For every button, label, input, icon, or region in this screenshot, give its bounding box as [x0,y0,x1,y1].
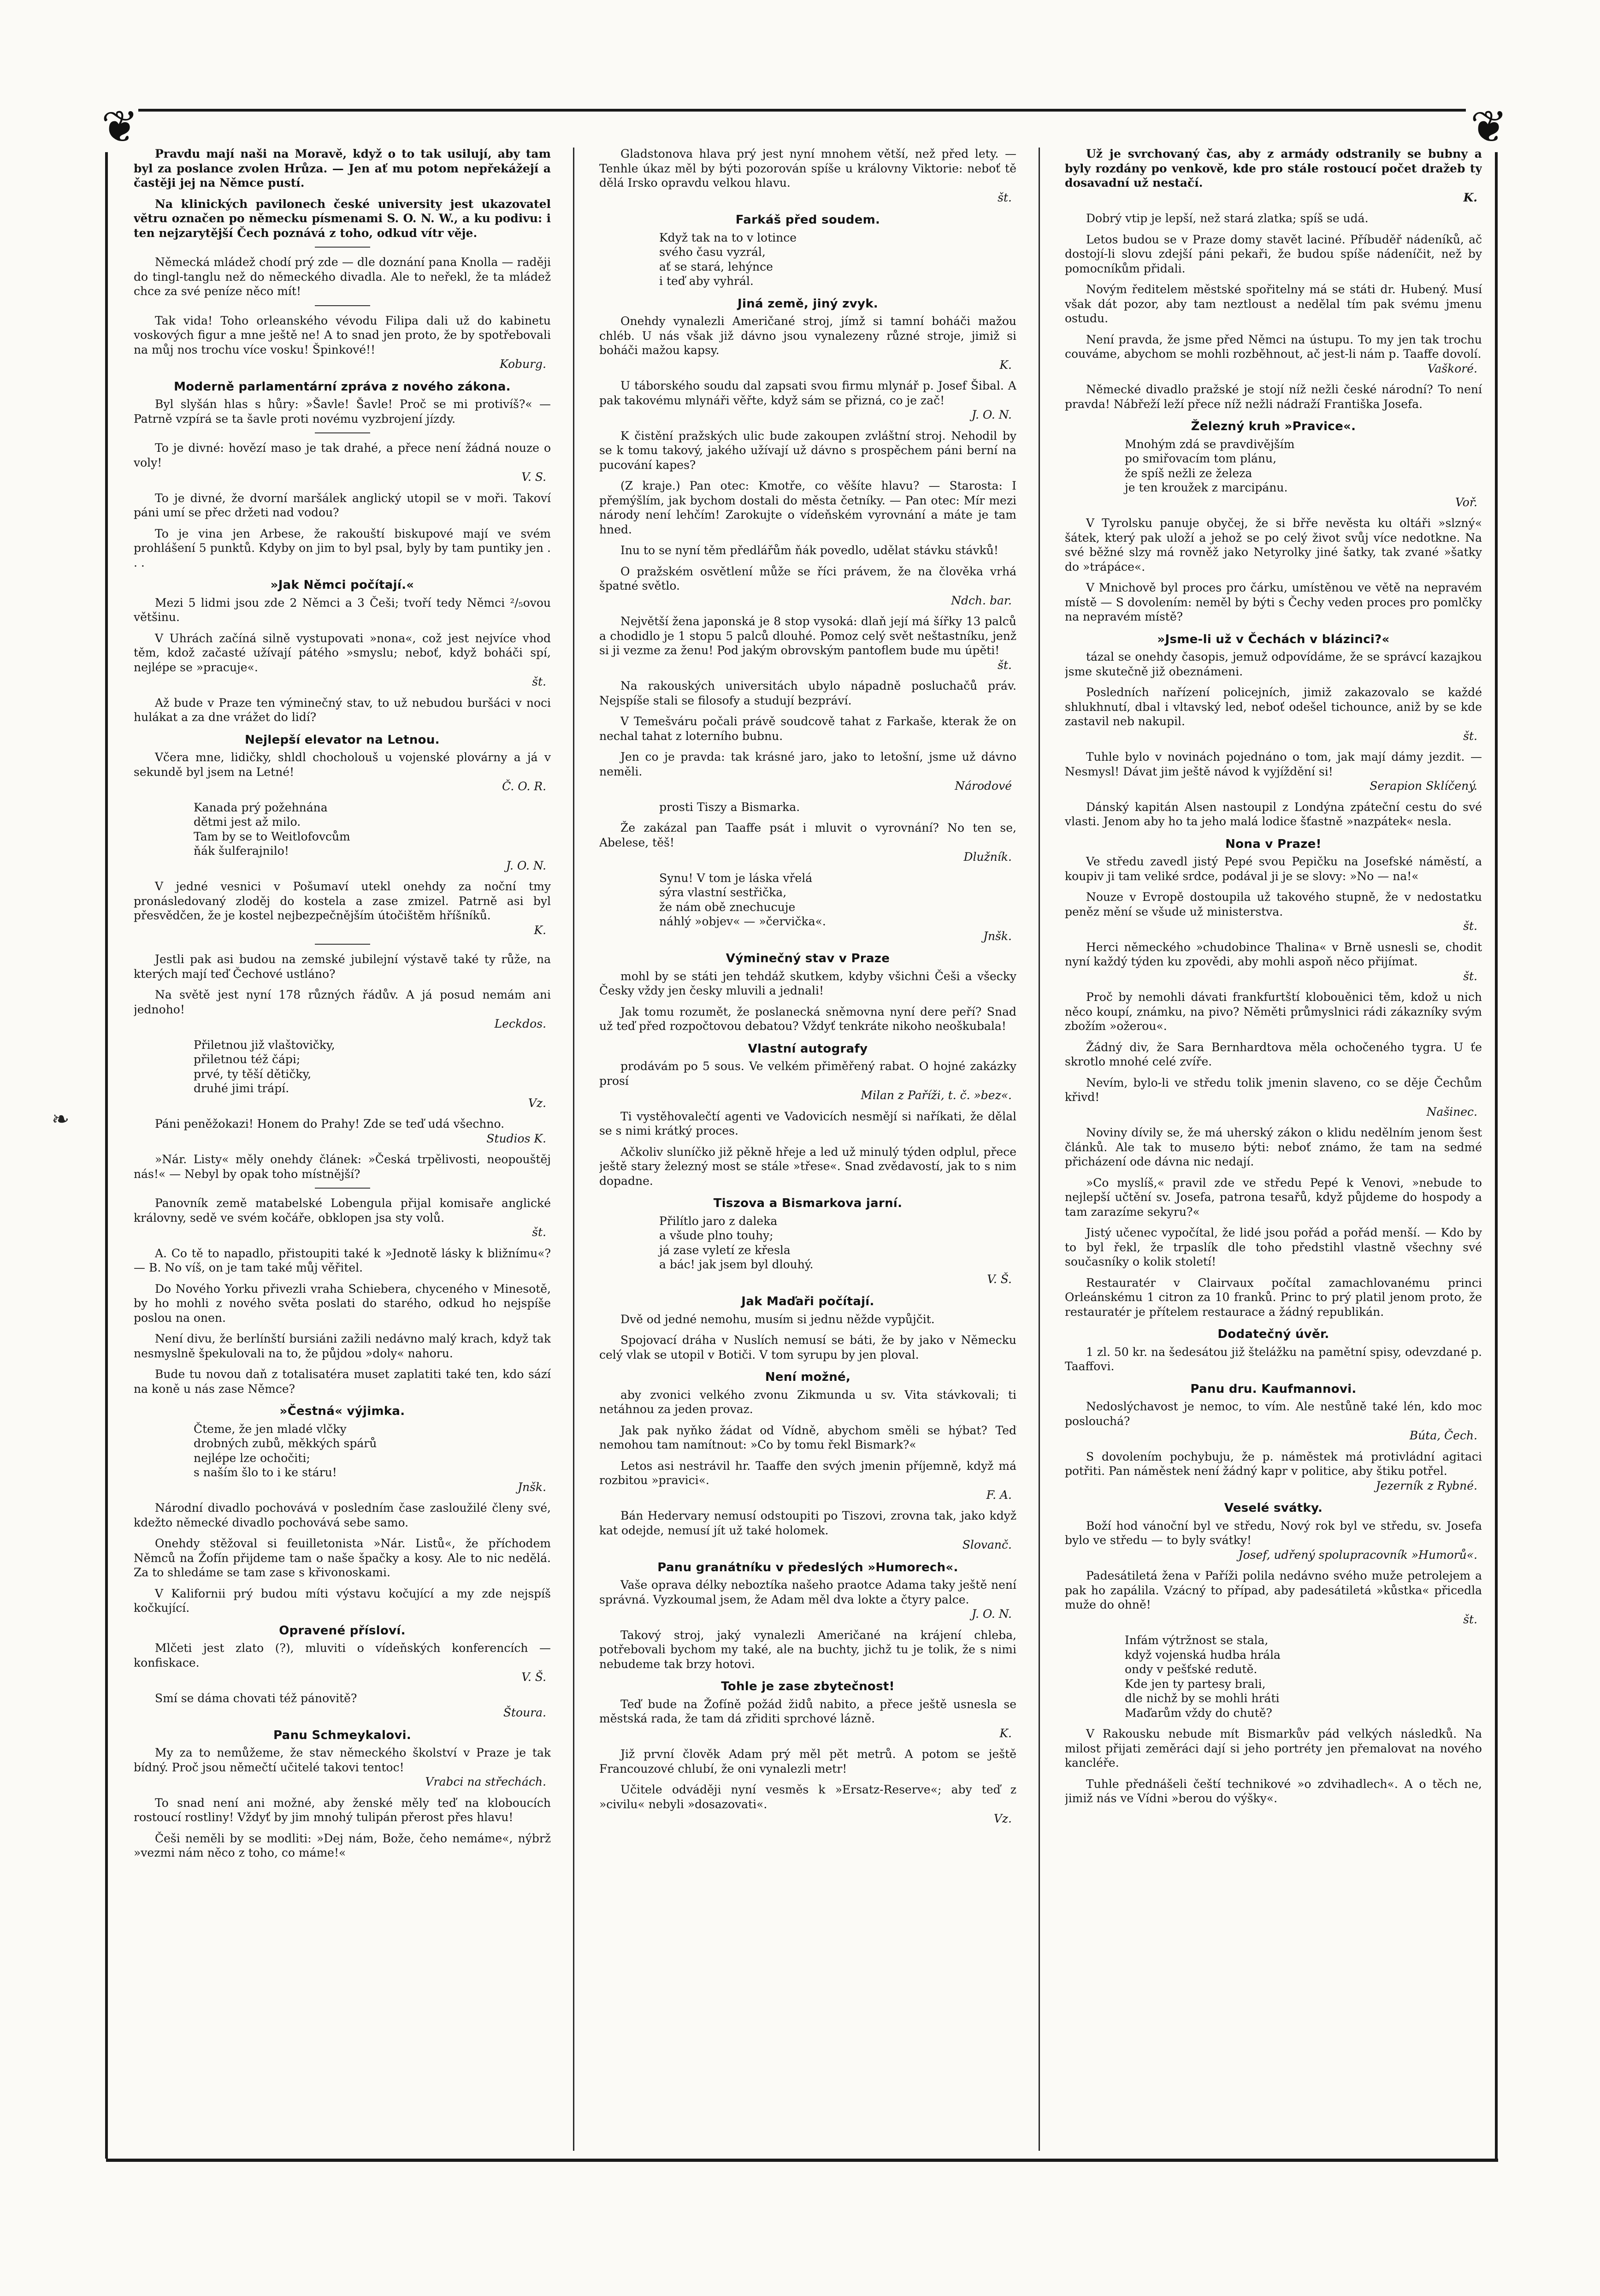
paragraph-text: Onehdy stěžoval si feuilletonista »Nár. Listů«, že příchodem Němců na Žofín přijdeme tam o naše špačky a kosy. Ale to nic nedělá. Za to shledáme se tam zase s křivonoskami. [134,1537,551,1579]
paragraph-text: Letos budou se v Praze domy stavět laciné. Příbuděř nádeníků, ač dostojí-li slovu zdejší páni pekaři, že budou spíše nádeníčit, než by pomocníkům přidali. [1065,232,1482,275]
paragraph-text: Proč by nemohli dávati frankfurtští klobouěnici těm, kdož u nich něco koupí, známku, na pivo? Něměti průmyslnici rádi zákazníky svým zbožím »ožerou«. [1065,990,1482,1033]
article-paragraph [134,1691,551,1720]
article-paragraph [1065,854,1482,883]
frame-bottom-rule [106,2159,1498,2162]
verse-block [194,1422,551,1495]
article-heading: »Jak Němci počítají.« [270,578,414,592]
verse-line: Přiletnou již vlaštovičky, [194,1038,335,1052]
paragraph-text: Restauratér v Clairvaux počítal zamachlovanému princi Orleánskému 1 citron za 10 franků. Princ to prý platil jenom proto, že restauratér je přítelem restaurace a žádný republikán. [1065,1276,1482,1319]
article-paragraph [1065,750,1482,793]
paragraph-text: Novým ředitelem městské spořitelny má se státi dr. Hubený. Musí však dát pozor, aby tam neztloust a nedělal tím pak svému jmenu ostudu. [1065,283,1482,325]
paragraph-text: Národní divadlo pochovává v posledním čase zasloužilé členy své, kdežto německé divadlo pochovává sebe samo. [134,1501,551,1529]
article-paragraph [599,614,1016,672]
article-heading: Železný kruh »Pravice«. [1191,420,1356,433]
article-paragraph [599,1059,1016,1103]
verse-line: dětmi jest až milo. [194,815,301,828]
author-signature: V. Š. [987,1272,1012,1286]
article-heading: Vlastní autografy [748,1041,868,1056]
paragraph-text: Bude tu novou daň z totalisatéra muset zaplatiti také ten, kdo sází na koně u nás zase Němce? [134,1367,551,1396]
author-signature: J. O. N. [971,408,1012,421]
article-paragraph [1065,1568,1482,1627]
article-paragraph [1065,1125,1482,1169]
article-paragraph [599,1628,1016,1672]
author-signature: Č. O. R. [502,780,546,793]
paragraph-text: Nedoslýchavost je nemoc, to vím. Ale nestůně také lén, kdo moc poslouchá? [1065,1400,1482,1428]
article-paragraph [134,1586,551,1615]
verse-line: drobných zubů, měkkých spárů [194,1437,377,1450]
paragraph-text: To je vina jen Arbese, že rakouští biskupové mají ve svém prohlášení 5 punktů. Kdyby on jim to byl psal, byly by tam puntiky jen . . . [134,527,551,569]
author-signature: K. [999,358,1012,372]
paragraph-text: Německé divadlo pražské je stojí níž nežli české národní? To není pravda! Nábřeží leží přece níž nežli nádraží Františka Josefa. [1065,383,1482,411]
paragraph-text: To je divné, že dvorní maršálek anglický utopil se v moři. Takoví páni umí se přec držeti nad vodou? [134,491,551,519]
verse-block [659,1214,1016,1287]
author-signature: Jnšk. [517,1480,546,1494]
article-paragraph [134,1501,551,1530]
author-signature: V. Š. [521,1670,546,1684]
article-paragraph [134,1536,551,1580]
paragraph-text: Učitele odváději nyní vesměs k »Ersatz-Reserve«; aby teď z »civilu« nebyli »dosazovati«. [599,1783,1016,1811]
article-paragraph [134,314,551,372]
frame-right-rule [1495,152,1498,2159]
article-paragraph [599,479,1016,537]
paragraph-text: Panovník země matabelské Lobengula přijal komisaře anglické královny, sedě ve svém kočáře, obklopen jsa sty volů. [134,1196,551,1225]
verse-line: dle nichž by se mohli hráti [1125,1692,1280,1705]
author-signature: Serapion Sklíčený. [1370,779,1477,793]
paragraph-text: Takový stroj, jaký vynalezli Američané na krájení chleba, potřebovali bychom my také, ale na buchty, jichž tu je tolik, že s nimi nebudeme tak brzy hotovi. [599,1628,1016,1671]
verse-line: Kde jen ty partesy brali, [1125,1677,1266,1691]
article-paragraph [134,255,551,299]
verse-line: Kanada prý požehnána [194,800,328,814]
verse-block [659,800,1016,815]
author-signature: Štoura. [503,1706,546,1719]
paragraph-text: My za to nemůžeme, že stav německého školství v Praze je tak bídný. Proč jsou němečtí učitelé takovi tentoc! [134,1746,551,1774]
paragraph-text: Německá mládež chodí prý zde — dle doznání pana Knolla — raději do tingl-tanglu než do německého divadla. Ale to neřekl, že ta mládež chce za své peníze něco mít! [134,255,551,298]
article-heading: Jak Maďaři počítají. [741,1295,874,1308]
author-signature: št. [532,1225,546,1239]
verse-block [1125,1633,1482,1720]
verse-line: a bác! jak jsem byl dlouhý. [659,1258,814,1271]
article-paragraph [134,527,551,570]
author-signature: Josef, udřený spolupracovník »Humorů«. [1238,1548,1477,1562]
verse-line: je ten kroužek z marcipánu. [1125,481,1288,494]
article-paragraph [599,1509,1016,1552]
paragraph-text: Největší žena japonská je 8 stop vysoká: dlaň její má šířky 13 palců a chodidlo je 1 stopu 5 palců dlouhé. Pomoz celý svět neštastníku, jenž si ji vezme za ženu! Pod jakým obrovským pantoflem bude mu úpěti! [599,615,1016,657]
article-heading: Panu dru. Kaufmannovi. [1190,1382,1357,1396]
paragraph-text: Padesátiletá žena v Paříži polila nedávno svého muže petrolejem a pak ho zapálila. Vzácný to případ, aby padesátiletá »kůstka« přicedla muže do ohně! [1065,1569,1482,1611]
article-paragraph [134,1746,551,1789]
article-paragraph [1065,1399,1482,1443]
paragraph-text: Byl slyšán hlas s hůry: »Šavle! Šavle! Proč se mi protivíš?« — Patrně vzpírá se ta šavle proti novému vyzbrojení jízdy. [134,397,551,426]
article-paragraph [1065,800,1482,829]
verse-line: i teď aby vyhrál. [659,274,754,288]
article-paragraph [599,1109,1016,1138]
article-paragraph [599,1782,1016,1826]
paragraph-text: Posledních nařízení policejních, jimiž zakazovalo se každé shlukhnutí, dbal i vltavský led, neboť odešel tichounce, aniž by se kde zastavil neb nakupil. [1065,686,1482,728]
column-2 [599,147,1016,2152]
paragraph-text: Češi neměli by se modliti: »Dej nám, Bože, čeho nemáme«, nýbrž »vezmi nám něco z toho, co máme!« [134,1831,551,1859]
article-paragraph [1065,211,1482,226]
paragraph-text: Letos asi nestrávil hr. Taaffe den svých jmenin příjemně, když má rozbitou »pravici«. [599,1459,1016,1487]
article-paragraph [1065,332,1482,376]
verse-line: nejlépe lze ochočiti; [194,1451,310,1465]
author-signature: Studios K. [486,1131,546,1145]
paragraph-text: Nouze v Evropě dostoupila už takového stupně, že v nedostatku peněz mění se všude už ministerstva. [1065,890,1482,918]
article-paragraph [134,1831,551,1860]
paragraph-text: Že zakázal pan Taaffe psát i mluvit o vyrovnání? No ten se, Abelese, těš! [599,821,1016,849]
verse-line: sýra vlastní sestřička, [659,886,787,899]
author-signature: Milan z Paříži, t. č. »bez«. [861,1089,1012,1102]
separator-rule [315,1188,370,1189]
article-paragraph [1065,1225,1482,1269]
article-paragraph [599,969,1016,998]
author-signature: št. [1463,729,1477,743]
article-heading: Tohle je zase zbytečnost! [721,1680,895,1693]
article-paragraph [599,1459,1016,1503]
author-signature: K. [1463,190,1477,204]
article-paragraph [134,1367,551,1396]
article-paragraph [599,314,1016,372]
article-paragraph [1065,1276,1482,1320]
paragraph-text: Žádný div, že Sara Bernhardtova měla ochočeného tygra. U ťe skrotlo mnohé celé zvíře. [1065,1040,1482,1068]
paragraph-text: Tuhle bylo v novinách pojednáno o tom, jak mají dámy jezdit. — Nesmysl! Dávat jim ještě návod k vyjíždění si! [1065,750,1482,778]
article-paragraph [134,879,551,937]
article-paragraph [599,1578,1016,1621]
article-paragraph [599,543,1016,558]
verse-line: že nám obě znechucuje [659,900,796,914]
paragraph-text: V Tyrolsku panuje obyčej, že si břře nevěsta ku oltáři »slzný« šátek, který pak uloží a jehož se po celý život svůj více nedotkne. Na své běžné slzy má rovněž jako Netyrolky jiné šatky, tak zvané »šatky do »trápáce«. [1065,516,1482,574]
author-signature: Našinec. [1426,1105,1477,1118]
paragraph-text: V jedné vesnici v Pošumaví utekl onehdy za noční tmy pronásledovaný zloděj do kostela a zase zmizel. Patrně asi byl přesvědčen, že je kostel nejbezpečnějším útočištěm hříšníků. [134,880,551,922]
paragraph-text: Boží hod vánoční byl ve středu, Nový rok byl ve středu, sv. Josefa bylo ve středu — to byly svátky! [1065,1519,1482,1547]
article-paragraph [1065,890,1482,934]
article-paragraph [599,1697,1016,1741]
paragraph-text: Vaše oprava délky neboztíka našeho praotce Adama taky ještě není správná. Vyzkoumal jsem, že Adam měl dva lokte a čtyry palce. [599,1578,1016,1606]
article-paragraph [134,631,551,689]
paragraph-text: tázal se onehdy časopis, jemuž odpovídáme, že se správcí kazajkou jsme skutečně již obeznámeni. [1065,650,1482,678]
paragraph-text: Jistý učenec vypočítal, že lidé jsou pořád a pořád menší. — Kdo by to byl řekl, že trpaslík dle toho předstihl vlastně všechny své současníky o kolik století! [1065,1226,1482,1268]
paragraph-text: V Uhrách začíná silně vystupovati »nona«, což jest nejvíce vhod těm, kdož začasté užívají pátého »smyslu; neboť, když boháči spí, nejlépe se »pracuje«. [134,631,551,674]
article-heading: Nona v Praze! [1225,837,1322,851]
article-paragraph [134,988,551,1031]
paragraph-text: Jestli pak asi budou na zemské jubilejní výstavě také ty růže, na kterých mají teď Čechové ustláno? [134,953,551,981]
article-paragraph [1065,1450,1482,1493]
paragraph-text: Na světě jest nyní 178 různých řádův. A já posud nemám ani jednoho! [134,988,551,1016]
article-paragraph [1065,1777,1482,1806]
paragraph-text: Mlčeti jest zlato (?), mluviti o vídeňských konferencích — konfiskace. [134,1641,551,1669]
article-heading: Farkáš před soudem. [735,213,880,227]
article-paragraph [1065,940,1482,984]
article-paragraph [1065,1345,1482,1374]
verse-line: Přilítlo jaro z daleka [659,1214,778,1228]
article-heading: »Jsme-li už v Čechách v blázinci?« [1157,632,1390,646]
article-paragraph [599,714,1016,743]
author-signature: št. [532,675,546,688]
article-paragraph [1065,580,1482,624]
article-paragraph [134,1152,551,1181]
article-paragraph [599,429,1016,473]
article-paragraph [134,750,551,794]
article-paragraph [1065,382,1482,411]
article-paragraph [134,147,551,190]
separator-rule [315,432,370,433]
article-paragraph [134,1641,551,1685]
verse-line: Když tak na to v lotince [659,231,797,244]
author-signature: Slovanč. [962,1538,1012,1551]
verse-line: s naším šlo to i ke stáru! [194,1466,337,1479]
verse-line: Čteme, že jen mladé vlčky [194,1422,347,1436]
author-signature: št. [1463,1612,1477,1626]
author-signature: Jnšk. [983,929,1012,943]
article-heading: Dodatečný úvěr. [1217,1327,1329,1341]
author-signature: št. [1463,969,1477,983]
verse-block [1125,437,1482,510]
verse-block [194,800,551,873]
paragraph-text: Dobrý vtip je lepší, než stará zlatka; spíš se udá. [1086,212,1369,225]
verse-line: Tam by se to Weitlofovcům [194,829,350,843]
article-paragraph [599,1005,1016,1034]
author-signature: št. [1463,919,1477,933]
paragraph-text: Teď bude na Žofíně požád židů nabito, a přece ještě usnesla se městská rada, že tam dá zřiditi sprchové lázně. [599,1697,1016,1725]
article-paragraph [1065,650,1482,679]
paragraph-text: Už je svrchovaný čas, aby z armády odstranily se bubny a byly rozdány po venkově, kde pro stále rostoucí počet dražeb ty dosavadní už nestačí. [1065,147,1482,189]
paragraph-text: prodávám po 5 sous. Ve velkém přiměřený rabat. O hojné zakázky prosí [599,1059,1016,1088]
article-paragraph [1065,1727,1482,1770]
verse-block [659,871,1016,944]
article-paragraph [134,1796,551,1825]
column-divider [573,148,574,2151]
article-paragraph [599,147,1016,205]
paragraph-text: Již první člověk Adam prý měl pět metrů. A potom se ještě Francouzové chlubí, že oni vynalezli metr! [599,1747,1016,1775]
article-paragraph [134,197,551,241]
author-signature: št. [998,190,1012,204]
paragraph-text: Na klinických pavilonech české university jest ukazovatel větru označen po německu písmenami S. O. N. W., a ku podivu: i ten nejzarytější Čech poznává z toho, odkud vítr věje. [134,197,551,240]
article-paragraph [134,441,551,485]
paragraph-text: Tuhle přednášeli čeští technikové »o zdvihadlech«. A o těch ne, jimiž nás ve Vídni »berou do výšky«. [1065,1777,1482,1805]
paragraph-text: »Nár. Listy« měly onehdy článek: »Česká trpělivosti, neopouštěj nás!« — Nebyl by opak toho místnější? [134,1153,551,1181]
verse-line: svého času vyzrál, [659,245,766,259]
author-signature: Vz. [528,1096,546,1110]
paragraph-text: Gladstonova hlava prý jest nyní mnohem větší, než před lety. — Tenhle úkaz měl by býti pozorován spíše u královny Viktorie: neboť tě dělá Irsko opravdu velkou hlavu. [599,147,1016,189]
paragraph-text: U táborského soudu dal zapsati svou firmu mlynář p. Josef Šibal. A pak takovému mlynáři věřte, když sám se přizná, co je zač! [599,379,1016,407]
article-paragraph [599,679,1016,708]
paragraph-text: Není divu, že berlínští bursiáni zažili nedávno malý krach, když tak nesmyslně špekulovali na to, že půjdou »doly« nahoru. [134,1332,551,1360]
article-heading: Panu Schmeykalovi. [273,1728,412,1742]
corner-ornament-icon: ❦ [1470,101,1508,153]
paragraph-text: V Temešváru počali právě soudcově tahat z Farkaše, kterak že on nechal tahat z loterního bubnu. [599,715,1016,743]
author-signature: Voř. [1455,495,1477,509]
paragraph-text: Spojovací dráha v Nuslích nemusí se báti, že by jako v Německu celý vlak se utopil v Botiči. V tom syrupu by jen ploval. [599,1333,1016,1361]
paragraph-text: V Kalifornii prý budou míti výstavu kočující a my zde nejspíš kočkující. [134,1586,551,1615]
verse-block [194,1038,551,1111]
paragraph-text: Ti vystěhovalečtí agenti ve Vadovicích nesmějí si naříkati, že dělal se s nimi krátký proces. [599,1109,1016,1137]
paragraph-text: Na rakouských universitách ubylo nápadně posluchačů práv. Nejspíše stali se filosofy a studují bezpráví. [599,679,1016,707]
paragraph-text: Dánský kapitán Alsen nastoupil z Londýna zpáteční cestu do své vlasti. Jenom aby ho ta jeho malá lodice šťastně »nazpátek« nesla. [1065,800,1482,828]
article-paragraph [134,397,551,426]
article-paragraph [134,1331,551,1361]
paragraph-text: (Z kraje.) Pan otec: Kmotře, co věšíte hlavu? — Starosta: I přemýšlím, jak bychom dostali do města četníky. — Pan otec: Mír mezi národy není lehčím! Zarokujte o vídeňském vyrovnání a máte je tam hned. [599,479,1016,536]
paragraph-text: V Mnichově byl proces pro čárku, umístěnou ve větě na nepravém místě — S dovolením: neměl by býti s Čechy veden proces pro pomlčky na nepravém místě? [1065,581,1482,623]
paragraph-text: Jak pak nyňko žádat od Vídně, abychom směli se hýbat? Teď nemohou tam namítnout: »Co by tomu řekl Bismark?« [599,1423,1016,1451]
paragraph-text: A. Co tě to napadlo, přistoupiti také k »Jednotě lásky k bližnímu«? — B. No víš, on je tam také můj věřitel. [134,1246,551,1274]
paragraph-text: Pravdu mají naši na Moravě, když o to tak usilují, aby tam byl za poslance zvolen Hrůza. — Jen ať mu potom nepřekážejí a častěji jej na Němce pustí. [134,147,551,189]
author-signature: F. A. [986,1488,1012,1502]
paragraph-text: Včera mne, lidičky, shldl chocholouš u vojenské plovárny a já v sekundě byl jsem na Letné! [134,751,551,779]
author-signature: Jezerník z Rybné. [1376,1479,1477,1492]
article-paragraph [599,1388,1016,1417]
article-heading: Není možné, [765,1370,851,1384]
verse-line: prosti Tiszy a Bismarka. [659,800,800,814]
verse-line: Synu! V tom je láska vřelá [659,871,813,885]
paragraph-text: Mezi 5 lidmi jsou zde 2 Němci a 3 Češi; tvoří tedy Němci ²/₅ovou většinu. [134,596,551,624]
author-signature: J. O. N. [506,858,546,872]
verse-line: po smiřovacím tom plánu, [1125,452,1277,465]
paragraph-text: S dovolením pochybuju, že p. náměstek má protivládní agitaci potřiti. Pan náměstek není žádný kapr v politice, aby štiku potřel. [1065,1450,1482,1478]
paragraph-text: mohl by se státi jen tehdáž skutkem, kdyby všichni Češi a všecky Česky vždy jen česky mluvili a jednali! [599,969,1016,997]
verse-line: náhlý »objev« — »červička«. [659,915,826,928]
paragraph-text: Dvě od jedné nemohu, musím si jednu něžde vypůjčit. [620,1312,935,1326]
article-paragraph [134,952,551,981]
author-signature: J. O. N. [971,1607,1012,1621]
article-paragraph [599,564,1016,608]
article-paragraph [599,1747,1016,1776]
article-paragraph [1065,1519,1482,1562]
paragraph-text: Herci německého »chudobince Thalina« v Brně usnesli se, chodit nyní každý týden ku zpovědi, aby mohli aspoň něco přijímat. [1065,940,1482,968]
article-paragraph [1065,685,1482,743]
verse-line: Mnohým zdá se pravdivějším [1125,437,1295,451]
paragraph-text: V Rakousku nebude mít Bismarkův pád velkých následků. Na milost přijati zeměráci dají si jeho portréty jen přemalovat na nového kancléře. [1065,1727,1482,1769]
column-1 [134,147,551,2152]
article-paragraph [1065,1040,1482,1069]
paragraph-text: 1 zl. 50 kr. na šedesátou již štelážku na pamětní spisy, odevzdané p. Taaffovi. [1065,1345,1482,1373]
separator-rule [315,944,370,945]
paragraph-text: To je divné: hovězí maso je tak drahé, a přece není žádná nouze o voly! [134,441,551,469]
paragraph-text: Páni peněžokazi! Honem do Prahy! Zde se teď udá všechno. [155,1117,505,1130]
paragraph-text: Ačkoliv sluníčko již pěkně hřeje a led už minulý týden odplul, přece ještě stary železný most se stále »třese«. Snad zvědavostí, jak to s nim dopadne. [599,1145,1016,1188]
paragraph-text: Noviny dívily se, že má uherský zákon o klidu nedělním jenom šest článků. Ale tak to musело býti: neboť známo, že tam na sedmé přicházení ode dávna nic nedají. [1065,1126,1482,1168]
paragraph-text: aby zvonici velkého zvonu Zikmunda u sv. Vita stávkovali; ti netáhnou za jeden provaz. [599,1388,1016,1416]
verse-line: ať se stará, lehýnce [659,260,773,273]
paragraph-text: Do Nového Yorku přivezli vraha Schiebera, chyceného v Minesotě, by ho mohli z nového světa poslati do starého, odkud ho nejspíše poslou na onen. [134,1282,551,1325]
article-paragraph [599,379,1016,422]
author-signature: Vz. [993,1812,1012,1825]
article-paragraph [1065,232,1482,276]
author-signature: V. S. [521,470,546,484]
article-heading: Výminečný stav v Praze [726,952,890,965]
verse-line: když vojenská hudba hrála [1125,1648,1281,1662]
article-paragraph [134,596,551,625]
article-heading: Opravené přísloví. [279,1623,406,1638]
column-divider [1039,148,1040,2151]
paragraph-text: Bán Hedervary nemusí odstoupiti po Tiszovi, zrovna tak, jako když kat odejde, nemusí jít už také holomek. [599,1509,1016,1537]
paragraph-text: To snad není ani možné, aby ženské měly teď na kloboucích rostoucí rostliny! Vždyť by jim mnohý tulipán přerost přes hlavu! [134,1796,551,1824]
article-heading: Tiszova a Bismarkova jarní. [713,1196,903,1210]
verse-line: prvé, ty těší dětičky, [194,1067,312,1081]
author-signature: Ndch. bar. [951,593,1012,607]
paragraph-text: Onehdy vynalezli Američané stroj, jímž si tamní boháči mažou chléb. U nás však již dávno jsou vynalezeny různé stroje, jimiž si boháči mažou kapsy. [599,314,1016,357]
ink-mark-icon: ❧ [52,1107,70,1131]
author-signature: Vaškoré. [1427,361,1477,375]
paragraph-text: Inu to se nyní těm předlářům ňák povedlo, udělat stávku stávků! [620,544,998,557]
article-paragraph [134,1196,551,1240]
verse-block [659,231,1016,289]
article-heading: Veselé svátky. [1224,1501,1323,1515]
verse-line: druhé jimi trápí. [194,1082,289,1095]
author-signature: Národové [955,779,1012,793]
paragraph-text: Smí se dáma chovati též pánovitě? [155,1691,357,1705]
author-signature: K. [534,923,546,937]
column-3 [1065,147,1482,2152]
frame-left-rule [105,152,108,2159]
paragraph-text: Až bude v Praze ten výminečný stav, to už nebudou buršáci v noci hulákat a za dne vrážet do lidí? [134,696,551,724]
author-signature: št. [998,658,1012,672]
article-paragraph [1065,1176,1482,1219]
article-heading: Panu granátníku v předeslých »Humorech«. [657,1560,958,1574]
verse-line: ňák šulferajnilo! [194,844,289,858]
article-paragraph [599,821,1016,864]
article-paragraph [134,696,551,725]
article-heading: Moderně parlamentární zpráva z nového zákona. [174,379,511,394]
frame-top-rule [138,109,1466,112]
article-paragraph [1065,147,1482,205]
article-heading: Jiná země, jiný zvyk. [738,296,878,311]
verse-line: ondy v pešťské redutě. [1125,1663,1258,1676]
paragraph-text: Ve středu zavedl jistý Pepé svou Pepičku na Josefské náměstí, a koupiv ji tam veliké srdce, podával ji je se slovy: »No — na!« [1065,855,1482,883]
author-signature: Vrabci na střechách. [425,1775,546,1788]
article-paragraph [599,750,1016,793]
separator-rule [315,305,370,306]
paragraph-text: O pražském osvětlení může se říci právem, že na člověka vrhá špatné světlo. [599,564,1016,592]
article-paragraph [1065,516,1482,574]
article-paragraph [134,491,551,520]
article-paragraph [134,1117,551,1146]
verse-line: Maďarům vždy do chutě? [1125,1706,1272,1720]
article-paragraph [134,1246,551,1275]
article-paragraph [599,1333,1016,1362]
paragraph-text: Jak tomu rozumět, že poslanecká sněmovna nyní dere peří? Snad už teď před rozpočtovou debatou? Vždyť tenkráte nikoho neoškubala! [599,1005,1016,1033]
article-paragraph [1065,990,1482,1034]
corner-ornament-icon: ❦ [101,101,139,153]
article-heading: Nejlepší elevator na Letnou. [245,733,440,747]
author-signature: Dlužník. [963,850,1012,864]
article-paragraph [1065,1076,1482,1119]
paragraph-text: K čistění pražských ulic bude zakoupen zvláštní stroj. Nehodil by se k tomu takový, jakého užívají už dávno s prospěchem páni berní na pucování kapes? [599,429,1016,472]
paragraph-text: Jen co je pravda: tak krásné jaro, jako to letošní, jsme už dávno neměli. [599,750,1016,778]
verse-line: a všude plno touhy; [659,1229,773,1242]
article-paragraph [134,1282,551,1326]
paragraph-text: Nevím, bylo-li ve středu tolik jmenin slaveno, co se děje Čechům křivd! [1065,1076,1482,1104]
verse-line: že spíš nežli ze železa [1125,466,1252,480]
article-paragraph [599,1423,1016,1452]
author-signature: K. [999,1726,1012,1740]
paragraph-text: Není pravda, že jsme před Němci na ústupu. To my jen tak trochu couváme, abychom se mohli rozběhnout, ač jest-li nám p. Taaffe dovolí. [1065,332,1482,361]
author-signature: Leckdos. [494,1017,546,1030]
author-signature: Búta, Čech. [1409,1429,1477,1442]
article-paragraph [599,1145,1016,1189]
verse-line: já zase vyletí ze křesla [659,1243,791,1257]
article-heading: »Čestná« výjimka. [279,1404,405,1418]
verse-line: Infám výtržnost se stala, [1125,1633,1269,1647]
paragraph-text: Tak vida! Toho orleanského vévodu Filipa dali už do kabinetu voskových figur a mne ještě ne! A to snad jen proto, že by spotřebovali na můj nos trochu více vosku! Špinkové!! [134,314,551,356]
author-signature: Koburg. [499,357,546,371]
verse-line: přiletnou též čápi; [194,1053,301,1066]
paragraph-text: »Co myslíš,« pravil zde ve středu Pepé k Venovi, »nebude to nejlepší učtění sv. Josefa, patrona tesařů, když půjdeme do hospody a tam zarazíme sekyru?« [1065,1176,1482,1219]
article-paragraph [599,1312,1016,1327]
article-paragraph [1065,282,1482,326]
separator-rule [315,247,370,248]
